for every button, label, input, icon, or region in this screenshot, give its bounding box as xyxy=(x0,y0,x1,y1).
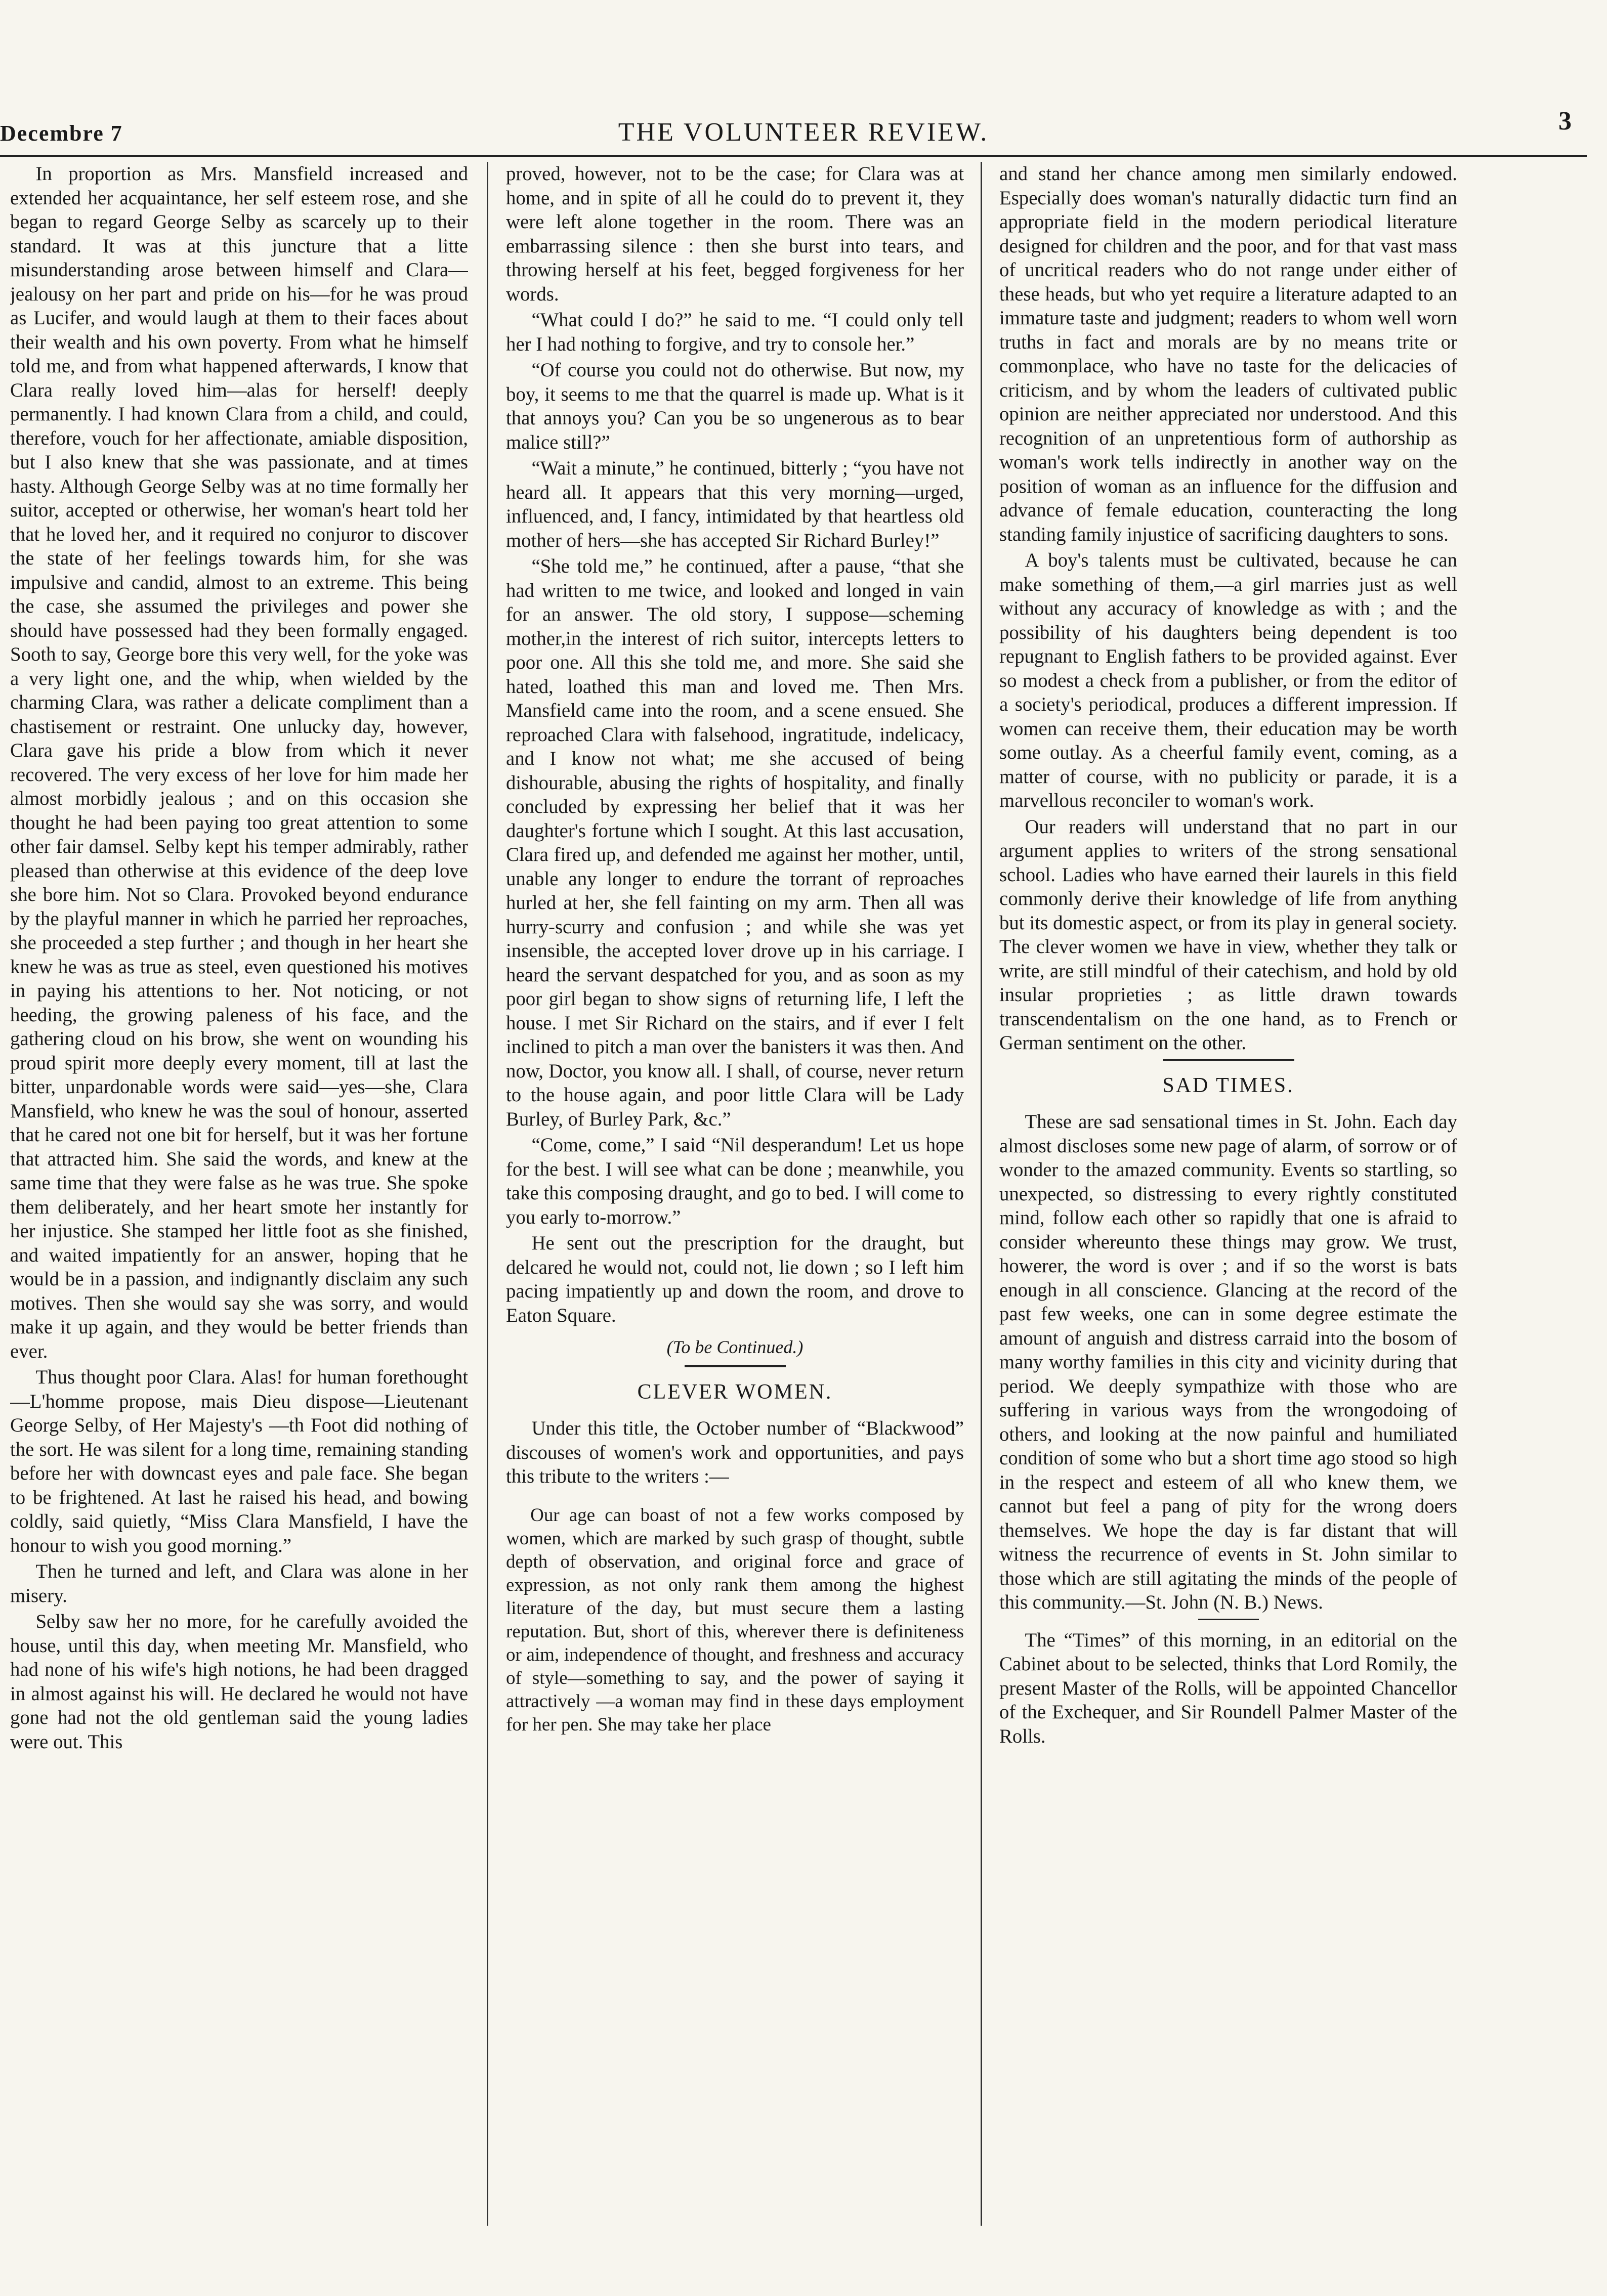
story-paragraph: “Wait a minute,” he continued, bitterly ; “you have not heard all. It appears that this very morning—urged, influenced, and, I fancy, intimidated by that heartless old mother of hers—she has accepted Sir Richard Burley!” xyxy=(506,457,964,551)
newspaper-title: THE VOLUNTEER REVIEW. xyxy=(618,118,989,147)
story-paragraph: Thus thought poor Clara. Alas! for human forethought—L'homme propose, mais Dieu dispose—Lieutenant George Selby, of Her Majesty's —th Foot did nothing of the sort. He was silent for a long time, remaining standing before her with downcast eyes and pale face. She began to be frightened. At last he raised his head, and bowing coldly, said quietly, “Miss Clara Mansfield, I have the honour to wish you good morning.” xyxy=(10,1366,468,1556)
column-1 xyxy=(10,162,468,2236)
story-paragraph: In proportion as Mrs. Mansfield increased and extended her acquaintance, her self esteem rose, and she began to regard George Selby as scarcely up to their standard. It was at this juncture that a litte misunderstanding arose between himself and Clara—jealousy on her part and pride on his—for he was proud as Lucifer, and would laugh at them to their faces about their wealth and his own poverty. From what he himself told me, and from what happened afterwards, I know that Clara really loved him—alas for herself! deeply permanently. I had known Clara from a child, and could, therefore, vouch for her affectionate, amiable disposition, but I also knew that she was passionate, and at times hasty. Although George Selby was at no time formally her suitor, accepted or otherwise, her woman's heart told her that he loved her, and it required no conjuror to discover the state of her feelings towards him, for she was impulsive and candid, almost to an extreme. This being the case, she assumed the privileges and power she should have possessed had they been formally engaged. Sooth to say, George bore this very well, for the yoke was a very light one, and the whip, when wielded by the charming Clara, was rather a delicate compliment than a chastisement or restraint. One unlucky day, however, Clara gave his pride a blow from which it never recovered. The very excess of her love for him made her almost morbidly jealous ; and on this occasion she thought he had been paying too great attention to some other fair damsel. Selby kept his temper admirably, rather pleased than otherwise at this evidence of the deep love she bore him. Not so Clara. Provoked beyond endurance by the playful manner in which he parried her reproaches, she proceeded a step further ; and though in her heart she knew he was as true as steel, even questioned his motives in paying his attentions to her. Not noticing, or not heeding, the growing paleness of his face, and the gathering cloud on his brow, she went on wounding his proud spirit more deeply every moment, till at last the bitter, unpardonable words were said—yes—she, Clara Mansfield, who knew he was the soul of honour, asserted that he cared not one bit for herself, but it was her fortune that attracted him. She said the words, and knew at the same time that they were false as he was true. She spoke them deliberately, and her heart smote her instantly for her injustice. She stamped her little foot as she finished, and waited impatiently for an answer, hoping that he would be in a passion, and indignantly disclaim any such motives. Then she would say she was sorry, and would make it up again, and they would be better friends than ever. xyxy=(10,163,468,1362)
story-paragraph: Then he turned and left, and Clara was alone in her misery. xyxy=(10,1561,468,1607)
clever-women-intro: Under this title, the October number of “Blackwood” discouses of women's work and opportunities, and pays this tribute to the writers :— xyxy=(506,1417,964,1487)
blackwood-quote xyxy=(506,1504,964,1737)
header-rule xyxy=(0,155,1587,157)
story-paragraph: “What could I do?” he said to me. “I could only tell her I had nothing to forgive, and try to console her.” xyxy=(506,309,964,355)
section-divider xyxy=(1163,1059,1294,1061)
column-divider-1 xyxy=(487,162,488,2226)
quote-paragraph: Our age can boast of not a few works composed by women, which are marked by such grasp of thought, subtle depth of observation, and original force and grace of expression, as not only rank them among the highest literature of the day, but must secure them a lasting reputation. But, short of this, wherever there is definiteness or aim, independence of thought, and freshness and accuracy of style—something to say, and the power of saying it attractively —a woman may find in these days employment for her pen. She may take her place xyxy=(506,1504,964,1735)
sad-times-paragraph: These are sad sensational times in St. John. Each day almost discloses some new page of alarm, of sorrow or of wonder to the amazed community. Events so startling, so unexpected, so distressing to every rightly constituted mind, follow each other so rapidly that one is afraid to consider whereunto these things may grow. We trust, howerer, the word is over ; and if so the worst is bats enough in all conscience. Glancing at the record of the past few weeks, one can in some degree estimate the amount of anguish and distress carraid into the bosom of many worthy families in this city and vicinity during that period. We deeply sympathize with those who are suffering in various ways from the wrongodoing of others, and looking at the now painful and humiliated condition of some who but a short time ago stood so high in the respect and esteem of all who knew them, we cannot but feel a pang of pity for the wrong doers themselves. We hope the day is far distant that will witness the recurrence of events in St. John similar to those which are still agitating the minds of the people of this community.—St. John (N. B.) News. xyxy=(999,1111,1457,1613)
story-paragraph: proved, however, not to be the case; for Clara was at home, and in spite of all he could do to prevent it, they were left alone together in the room. There was an embarrassing silence : then she burst into tears, and throwing herself at his feet, begged forgiveness for her words. xyxy=(506,163,964,305)
clever-women-heading: CLEVER WOMEN. xyxy=(637,1380,833,1404)
article-paragraph: A boy's talents must be cultivated, because he can make something of them,—a girl marries just as well without any accuracy of knowledge as with ; and the possibility of his daughters being dependent is too repugnant to English fathers to be provided against. Ever so modest a check from a publisher, or from the editor of a society's periodical, produces a different impression. If women can receive them, their education may be worth some outlay. As a cheerful family event, coming, as a matter of course, with no publicity or parade, it is a marvellous reconciler to woman's work. xyxy=(999,549,1457,811)
header-date: Decembre 7 xyxy=(0,121,123,146)
story-paragraph: “Come, come,” I said “Nil desperandum! Let us hope for the best. I will see what can be done ; meanwhile, you take this composing draught, and go to bed. I will come to you early to-morrow.” xyxy=(506,1134,964,1228)
section-divider xyxy=(685,1365,786,1367)
story-paragraph: Selby saw her no more, for he carefully avoided the house, until this day, when meeting Mr. Mansfield, who had none of his wife's high notions, he had been dragged in almost against his will. He declared he would not have gone had not the old gentleman said the young ladies were out. This xyxy=(10,1611,468,1753)
article-paragraph: and stand her chance among men similarly endowed. Especially does woman's naturally didactic turn find an appropriate field in the modern periodical literature designed for children and the poor, and for that vast mass of uncritical readers who do not range under either of these heads, but who yet require a literature adapted to an immature taste and judgment; readers to whom well worn truths in fact and morals are by no means trite or commonplace, who have no taste for the delicacies of criticism, and by whom the leaders of cultivated public opinion are neither appreciated nor understood. And this recognition of an unpretentious form of authorship as woman's work tells indirectly in another way on the position of woman as an influence for the diffusion and advance of female education, counteracting the long standing family injustice of sacrificing daughters to sons. xyxy=(999,163,1457,545)
story-paragraph: “She told me,” he continued, after a pause, “that she had written to me twice, and looked and longed in vain for an answer. The old story, I suppose—scheming mother,in the interest of rich suitor, intercepts letters to poor one. All this she told me, and more. She said she hated, loathed this man and loved me. Then Mrs. Mansfield came into the room, and a scene ensued. She reproached Clara with falsehood, ingratitude, indelicacy, and I know not what; me she accused of being dishourable, abusing the rights of hospitality, and finally concluded by expressing her belief that it was her daughter's fortune which I sought. At this last accusation, Clara fired up, and defended me against her mother, until, unable any longer to endure the torrant of reproaches hurled at her, she fell fainting on my arm. Then all was hurry-scurry and confusion ; and while she was yet insensible, the accepted lover drove up in his carriage. I heard the servant despatched for you, and as soon as my poor girl began to show signs of returning life, I left the house. I met Sir Richard on the stairs, and if ever I felt inclined to pitch a man over the banisters it was then. And now, Doctor, you know all. I shall, of course, never return to the house again, and poor little Clara will be Lady Burley, of Burley Park, &c.” xyxy=(506,555,964,1130)
story-paragraph: He sent out the prescription for the draught, but delcared he would not, could not, lie down ; so I left him pacing impatiently up and down the room, and drove to Eaton Square. xyxy=(506,1232,964,1326)
section-divider xyxy=(1198,1619,1259,1620)
times-paragraph: The “Times” of this morning, in an editorial on the Cabinet about to be selected, thinks that Lord Romily, the present Master of the Rolls, will be appointed Chancellor of the Exchequer, and Sir Roundell Palmer Master of the Rolls. xyxy=(999,1629,1457,1747)
story-paragraph: “Of course you could not do otherwise. But now, my boy, it seems to me that the quarrel is made up. What is it that annoys you? Can you be so ungenerous as to bear malice still?” xyxy=(506,359,964,453)
column-2 xyxy=(506,162,964,2236)
column-3 xyxy=(999,162,1457,2236)
page-number: 3 xyxy=(1558,107,1572,136)
to-be-continued: (To be Continued.) xyxy=(666,1337,804,1357)
article-paragraph: Our readers will understand that no part in our argument applies to writers of the strong sensational school. Ladies who have earned their laurels in this field commonly derive their knowledge of life from anything but its domestic aspect, or from its play in general society. The clever women we have in view, whether they talk or write, are still mindful of their catechism, and hold by old insular proprieties ; as little drawn towards transcendentalism on the one hand, as to French or German sentiment on the other. xyxy=(999,815,1457,1054)
column-divider-2 xyxy=(981,162,982,2226)
page-header xyxy=(0,106,1607,152)
sad-times-heading: SAD TIMES. xyxy=(1162,1073,1294,1097)
